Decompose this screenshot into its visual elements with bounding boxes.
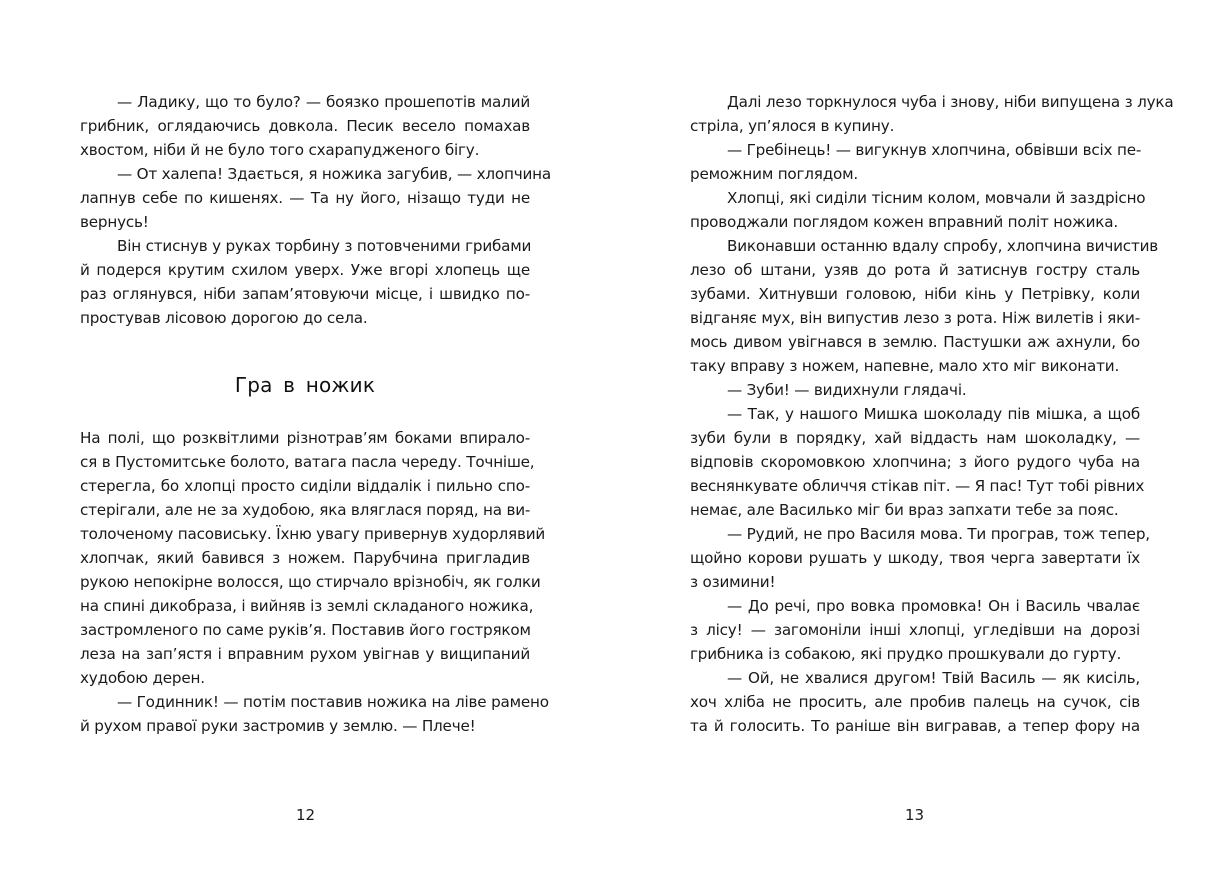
text-line: Він стиснув у руках торбину з потовченими грибами: [117, 237, 532, 255]
text-line: й подерся крутим схилом уверх. Уже вгорі хлопець ще: [80, 261, 530, 279]
text-line: худобою дерен.: [80, 669, 205, 687]
text-line: з лісу! — загомоніли інші хлопці, угледівши на дорозі: [690, 621, 1140, 639]
text-line: — Годинник! — потім поставив ножика на ліве рамено: [117, 693, 549, 711]
right-page: [609, 0, 1219, 883]
text-line: ся в Пустомитське болото, ватага пасла череду. Точніше,: [80, 453, 535, 471]
text-line: простував лісовою дорогою до села.: [80, 309, 368, 327]
text-line: — Гребінець! — вигукнув хлопчина, обвівши всіх пе-: [727, 141, 1142, 159]
text-line: реможним поглядом.: [690, 165, 859, 183]
text-line: й рухом правої руки застромив у землю. — Плече!: [80, 717, 476, 735]
text-line: немає, але Василько міг би враз запхати тебе за пояс.: [690, 501, 1119, 519]
text-line: стерегла, бо хлопці просто сиділи віддалік і пильно спо-: [80, 477, 530, 495]
text-line: веснянкувате обличчя стікав піт. — Я пас! Тут тобі рівних: [690, 477, 1145, 495]
text-line: стріла, уп’ялося в купину.: [690, 117, 895, 135]
text-line: на спині дикобраза, і вийняв із землі складаного ножика,: [80, 597, 534, 615]
text-line: лапнув себе по кишенях. — Та ну його, нізащо туди не: [80, 189, 530, 207]
page-number-right: 13: [905, 806, 925, 824]
text-line: лезо об штани, узяв до рота й затиснув гостру сталь: [690, 261, 1140, 279]
text-line: зуби були в порядку, хай віддасть нам шоколадку, —: [690, 429, 1140, 447]
left-page: [0, 0, 609, 883]
text-line: проводжали поглядом кожен вправний політ ножика.: [690, 213, 1118, 231]
text-line: відповів скоромовкою хлопчина; з його рудого чуба на: [690, 453, 1140, 471]
text-line: грибника із собакою, які прудко прошкували до гурту.: [690, 645, 1122, 663]
text-line: толоченому пасовиську. Їхню увагу привернув худорлявий: [80, 525, 546, 543]
text-line: леза на зап’ястя і вправним рухом увігнав у вищипаний: [80, 645, 530, 663]
text-line: стерігали, але не за худобою, яка вляглася поряд, на ви-: [80, 501, 531, 519]
left-text-block-1: [80, 90, 552, 330]
chapter-title: Гра в ножик: [234, 373, 376, 397]
text-line: — До речі, про вовка промовка! Он і Василь чвалає: [727, 597, 1140, 615]
text-line: грибник, оглядаючись довкола. Песик весело помахав: [80, 117, 530, 135]
page-number-left: 12: [296, 806, 316, 824]
text-line: застромленого по саме руків’я. Поставив його гостряком: [80, 621, 531, 639]
text-line: рукою непокірне волосся, що стирчало врізнобіч, як голки: [80, 573, 541, 591]
text-line: хоч хліба не просить, але пробив палець на сучок, сів: [690, 693, 1140, 711]
text-line: хлопчак, який бавився з ножем. Парубчина пригладив: [80, 549, 530, 567]
text-line: раз оглянувся, ніби запам’ятовуючи місце, і швидко по-: [80, 285, 530, 303]
text-line: — Ладику, що то було? — боязко прошепотів малий: [117, 93, 530, 111]
text-line: щойно корови рушать у шкоду, твоя черга завертати їх: [690, 549, 1140, 567]
text-line: — От халепа! Здається, я ножика загубив, — хлопчина: [117, 165, 552, 183]
text-line: — Рудий, не про Василя мова. Ти програв, тож тепер,: [727, 525, 1150, 543]
text-line: Далі лезо торкнулося чуба і знову, ніби випущена з лука: [727, 93, 1174, 111]
text-line: Виконавши останню вдалу спробу, хлопчина вичистив: [727, 237, 1159, 255]
text-line: з озимини!: [690, 573, 776, 591]
text-line: мось дивом увігнався в землю. Пастушки аж ахнули, бо: [690, 333, 1140, 351]
text-line: хвостом, ніби й не було того схарапудженого бігу.: [80, 141, 480, 159]
text-line: — Зуби! — видихнули глядачі.: [727, 381, 967, 399]
text-line: таку вправу з ножем, напевне, мало хто міг виконати.: [690, 357, 1120, 375]
text-line: — Ой, не хвалися другом! Твій Василь — як кисіль,: [727, 669, 1140, 687]
text-line: — Так, у нашого Мишка шоколаду пів мішка, а щоб: [727, 405, 1140, 423]
left-text-block-2: [80, 426, 549, 738]
text-line: відганяє мух, він випустив лезо з рота. Ніж вилетів і яки-: [690, 309, 1140, 327]
text-line: На полі, що розквітлими різнотрав’ям боками впирало-: [80, 429, 530, 447]
right-text-block: [690, 90, 1174, 738]
text-line: зубами. Хитнувши головою, ніби кінь у Петрівку, коли: [690, 285, 1140, 303]
text-line: Хлопці, які сиділи тісним колом, мовчали й заздрісно: [727, 189, 1146, 207]
text-line: та й голосить. То раніше він вигравав, а тепер фору на: [690, 717, 1140, 735]
text-line: вернусь!: [80, 213, 149, 231]
